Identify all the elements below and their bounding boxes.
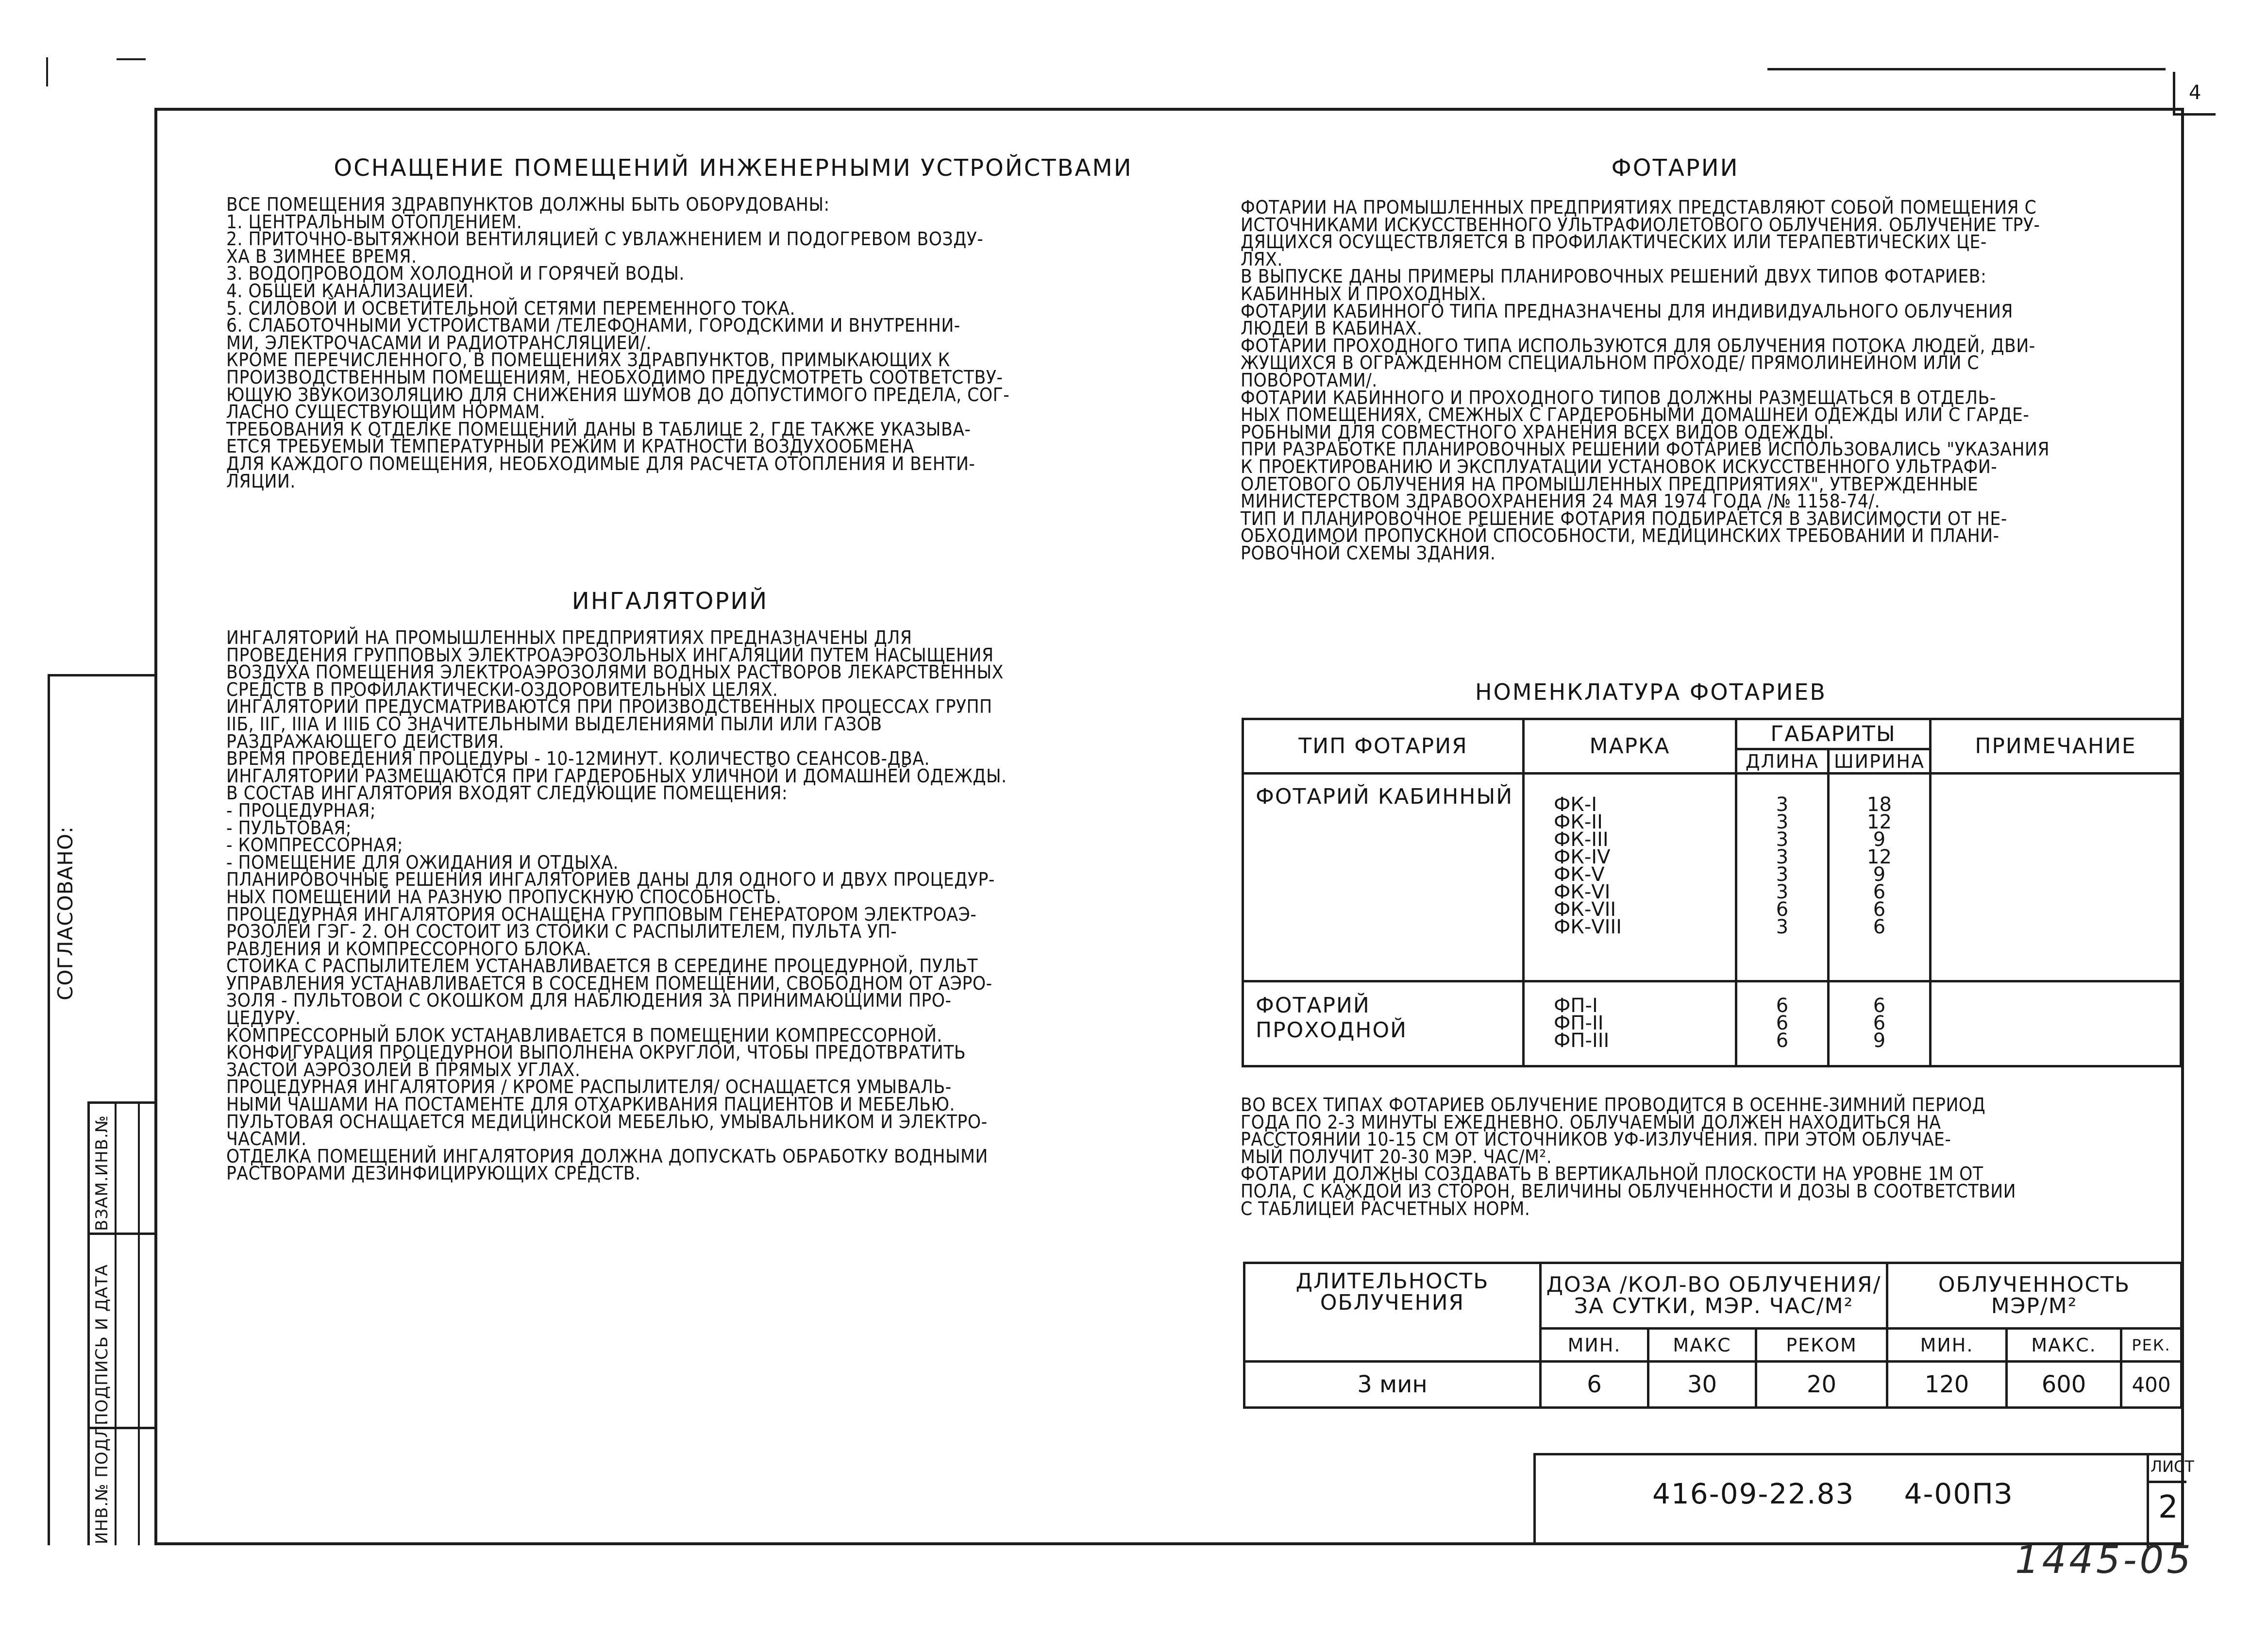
int-max-value: 600 bbox=[2041, 1371, 2086, 1398]
text-line: ПОЛА, С КАЖДОЙ ИЗ СТОРОН, ВЕЛИЧИНЫ ОБЛУЧЕННОСТИ И ДОЗЫ В СООТВЕТСТВИИ bbox=[1241, 1180, 2016, 1202]
text-line: В СОСТАВ ИНГАЛЯТОРИЯ ВХОДЯТ СЛЕДУЮЩИЕ ПОМЕЩЕНИЯ: bbox=[226, 782, 788, 805]
scan-mark bbox=[1767, 68, 2166, 70]
dose-rec-value: 20 bbox=[1806, 1371, 1837, 1398]
sheet-number: 2 bbox=[2158, 1489, 2178, 1525]
text-line: ЛЯЦИИ. bbox=[226, 470, 296, 492]
heading-inhalatory: ИНГАЛЯТОРИЙ bbox=[571, 588, 769, 615]
int-rec-value: 400 bbox=[2132, 1372, 2171, 1397]
heading-engineering: ОСНАЩЕНИЕ ПОМЕЩЕНИЙ ИНЖЕНЕРНЫМИ УСТРОЙСТВАМИ bbox=[334, 154, 1133, 182]
text-line: НЫМИ ЧАШАМИ НА ПОСТАМЕНТЕ ДЛЯ ОТХАРКИВАНИЯ ПАЦИЕНТОВ И МЕБЕЛЬЮ. bbox=[226, 1094, 955, 1116]
scan-mark bbox=[117, 58, 146, 60]
text-line: ОЛЕТОВОГО ОБЛУЧЕНИЯ НА ПРОМЫШЛЕННЫХ ПРЕДПРИЯТИЯХ", УТВЕРЖДЕННЫЕ bbox=[1241, 473, 1979, 495]
pass-lengths: 6 6 6 bbox=[1776, 995, 1789, 1052]
int-min-header: МИН. bbox=[1920, 1334, 1974, 1356]
dose-min-value: 6 bbox=[1587, 1371, 1602, 1398]
text-line: ЕТСЯ ТРЕБУЕМЫЙ ТЕМПЕРАТУРНЫЙ РЕЖИМ И КРАТНОСТИ ВОЗДУХООБМЕНА bbox=[226, 436, 914, 458]
text-line: РАВЛЕНИЯ И КОМПРЕССОРНОГО БЛОКА. bbox=[226, 938, 592, 960]
irradiation-text bbox=[1241, 1094, 2016, 1220]
document-code: 416-09-22.83 4-00ПЗ bbox=[1652, 1477, 2014, 1510]
archive-number: 1445-05 bbox=[2015, 1538, 2194, 1582]
text-line: КРОМЕ ПЕРЕЧИСЛЕННОГО, В ПОМЕЩЕНИЯХ ЗДРАВПУНКТОВ, ПРИМЫКАЮЩИХ К bbox=[226, 349, 950, 372]
text-line: ВРЕМЯ ПРОВЕДЕНИЯ ПРОЦЕДУРЫ - 10-12МИНУТ. КОЛИЧЕСТВО СЕАНСОВ-ДВА. bbox=[226, 748, 930, 770]
col-dims-header: ГАБАРИТЫ bbox=[1770, 722, 1896, 746]
text-line: ЛЯХ. bbox=[1241, 248, 1283, 270]
text-line: УПРАВЛЕНИЯ УСТАНАВЛИВАЕТСЯ В СОСЕДНЕМ ПОМЕЩЕНИИ, СВОБОДНОМ ОТ АЭРО- bbox=[226, 972, 992, 995]
text-line: - ПОМЕЩЕНИЕ ДЛЯ ОЖИДАНИЯ И ОТДЫХА. bbox=[226, 851, 619, 874]
text-line: РОЗОЛЕЙ ГЭГ- 2. ОН СОСТОИТ ИЗ СТОЙКИ С РАСПЫЛИТЕЛЕМ, ПУЛЬТА УП- bbox=[226, 921, 897, 943]
text-line: ИНГАЛЯТОРИИ РАЗМЕЩАЮТСЯ ПРИ ГАРДЕРОБНЫХ УЛИЧНОЙ И ДОМАШНЕЙ ОДЕЖДЫ. bbox=[226, 765, 1007, 787]
text-line: ХА В ЗИМНЕЕ ВРЕМЯ. bbox=[226, 245, 417, 268]
text-line: ЦЕДУРУ. bbox=[226, 1007, 301, 1030]
text-line: МИНИСТЕРСТВОМ ЗДРАВООХРАНЕНИЯ 24 МАЯ 1974 ГОДА /№ 1158-74/. bbox=[1241, 490, 1881, 513]
text-line: ФОТАРИИ КАБИННОГО ТИПА ПРЕДНАЗНАЧЕНЫ ДЛЯ ИНДИВИДУАЛЬНОГО ОБЛУЧЕНИЯ bbox=[1241, 300, 2013, 322]
int-rec-header: РЕК. bbox=[2132, 1335, 2171, 1354]
dose-max-value: 30 bbox=[1687, 1371, 1717, 1398]
text-line: В ВЫПУСКЕ ДАНЫ ПРИМЕРЫ ПЛАНИРОВОЧНЫХ РЕШЕНИЙ ДВУХ ТИПОВ ФОТАРИЕВ: bbox=[1241, 266, 1987, 288]
table-row bbox=[1243, 774, 2181, 981]
text-line: ИНГАЛЯТОРИЙ ПРЕДУСМАТРИВАЮТСЯ ПРИ ПРОИЗВОДСТВЕННЫХ ПРОЦЕССАХ ГРУПП bbox=[226, 696, 992, 718]
duration-header: ДЛИТЕЛЬНОСТЬ ОБЛУЧЕНИЯ bbox=[1295, 1269, 1489, 1315]
text-line: ФОТАРИИ НА ПРОМЫШЛЕННЫХ ПРЕДПРИЯТИЯХ ПРЕДСТАВЛЯЮТ СОБОЙ ПОМЕЩЕНИЯ С bbox=[1241, 197, 2037, 219]
dose-min-header: МИН. bbox=[1567, 1334, 1621, 1356]
text-line: 2. ПРИТОЧНО-ВЫТЯЖНОЙ ВЕНТИЛЯЦИЕЙ С УВЛАЖНЕНИЕМ И ПОДОГРЕВОМ ВОЗДУ- bbox=[226, 228, 984, 251]
norms-table bbox=[1243, 1262, 2183, 1409]
text-line: ПРОЦЕДУРНАЯ ИНГАЛЯТОРИЯ / КРОМЕ РАСПЫЛИТЕЛЯ/ ОСНАЩАЕТСЯ УМЫВАЛЬ- bbox=[226, 1076, 952, 1098]
text-line: ФОТАРИИ КАБИННОГО И ПРОХОДНОГО ТИПОВ ДОЛЖНЫ РАЗМЕЩАТЬСЯ В ОТДЕЛЬ- bbox=[1241, 387, 1996, 409]
col-type-header: ТИП ФОТАРИЯ bbox=[1298, 734, 1468, 759]
text-line: ЗОЛЯ - ПУЛЬТОВОЙ С ОКОШКОМ ДЛЯ НАБЛЮДЕНИЯ ЗА ПРИНИМАЮЩИМИ ПРО- bbox=[226, 990, 952, 1012]
scan-mark bbox=[46, 57, 48, 86]
text-line: ЮЩУЮ ЗВУКОИЗОЛЯЦИЮ ДЛЯ СНИЖЕНИЯ ШУМОВ ДО ДОПУСТИМОГО ПРЕДЕЛА, СОГ- bbox=[226, 384, 1010, 406]
int-min-value: 120 bbox=[1924, 1371, 1969, 1398]
text-line: РАЗДРАЖАЮЩЕГО ДЕЙСТВИЯ. bbox=[226, 730, 504, 753]
text-line: ВСЕ ПОМЕЩЕНИЯ ЗДРАВПУНКТОВ ДОЛЖНЫ БЫТЬ ОБОРУДОВАНЫ: bbox=[226, 194, 830, 216]
nomenclature-title: НОМЕНКЛАТУРА ФОТАРИЕВ bbox=[1475, 679, 1827, 705]
text-line: СРЕДСТВ В ПРОФИЛАКТИЧЕСКИ-ОЗДОРОВИТЕЛЬНЫХ ЦЕЛЯХ. bbox=[226, 678, 778, 701]
text-line: 5. СИЛОВОЙ И ОСВЕТИТЕЛЬНОЙ СЕТЯМИ ПЕРЕМЕННОГО ТОКА. bbox=[226, 297, 795, 320]
agreed-label: СОГЛАСОВАНО: bbox=[53, 826, 77, 1000]
pass-marks: ФП-I ФП-II ФП-III bbox=[1554, 995, 1610, 1052]
text-line: ИСТОЧНИКАМИ ИСКУССТВЕННОГО УЛЬТРАФИОЛЕТОВОГО ОБЛУЧЕНИЯ. ОБЛУЧЕНИЕ ТРУ- bbox=[1241, 214, 2040, 236]
text-line: МЫЙ ПОЛУЧИТ 20-30 МЭР. ЧАС/М². bbox=[1241, 1146, 1552, 1168]
sheet-label: ЛИСТ bbox=[2150, 1457, 2194, 1476]
nomenclature-table bbox=[1242, 718, 2182, 1067]
text-line: С ТАБЛИЦЕЙ РАСЧЕТНЫХ НОРМ. bbox=[1241, 1198, 1530, 1220]
text-line: ПЛАНИРОВОЧНЫЕ РЕШЕНИЯ ИНГАЛЯТОРИЕВ ДАНЫ ДЛЯ ОДНОГО И ДВУХ ПРОЦЕДУР- bbox=[226, 869, 995, 891]
text-line: ПУЛЬТОВАЯ ОСНАЩАЕТСЯ МЕДИЦИНСКОЙ МЕБЕЛЬЮ, УМЫВАЛЬНИКОМ И ЭЛЕКТРО- bbox=[226, 1111, 988, 1133]
pass-type: ФОТАРИЙ ПРОХОДНОЙ bbox=[1256, 993, 1408, 1043]
text-line: ДЛЯ КАЖДОГО ПОМЕЩЕНИЯ, НЕОБХОДИМЫЕ ДЛЯ РАСЧЕТА ОТОПЛЕНИЯ И ВЕНТИ- bbox=[226, 453, 975, 475]
text-line: НЫХ ПОМЕЩЕНИЙ НА РАЗНУЮ ПРОПУСКНУЮ СПОСОБНОСТЬ. bbox=[226, 886, 782, 908]
text-line: ОБХОДИМОЙ ПРОПУСКНОЙ СПОСОБНОСТИ, МЕДИЦИНСКИХ ТРЕБОВАНИЙ И ПЛАНИ- bbox=[1241, 525, 1999, 547]
text-line: ПРОВЕДЕНИЯ ГРУППОВЫХ ЭЛЕКТРОАЭРОЗОЛЬНЫХ ИНГАЛЯЦИЙ ПУТЕМ НАСЫЩЕНИЯ bbox=[226, 644, 994, 666]
text-line: ЛЮДЕЙ В КАБИНАХ. bbox=[1241, 318, 1423, 340]
col-note-header: ПРИМЕЧАНИЕ bbox=[1975, 734, 2136, 759]
table-row bbox=[1243, 981, 2181, 1066]
text-line: ЗАСТОЙ АЭРОЗОЛЕЙ В ПРЯМЫХ УГЛАХ. bbox=[226, 1059, 581, 1081]
text-line: ВО ВСЕХ ТИПАХ ФОТАРИЕВ ОБЛУЧЕНИЕ ПРОВОДИТСЯ В ОСЕННЕ-ЗИМНИЙ ПЕРИОД bbox=[1241, 1094, 1986, 1116]
text-line: IIБ, IIГ, IIIА И IIIБ СО ЗНАЧИТЕЛЬНЫМИ ВЫДЕЛЕНИЯМИ ПЫЛИ ИЛИ ГАЗОВ bbox=[226, 713, 882, 735]
inv-orig-label: ИНВ.№ ПОДЛ. bbox=[92, 1419, 112, 1544]
text-line: КОМПРЕССОРНЫЙ БЛОК УСТАНАВЛИВАЕТСЯ В ПОМЕЩЕНИИ КОМПРЕССОРНОЙ. bbox=[226, 1024, 942, 1047]
text-line: ЛАСНО СУЩЕСТВУЮЩИМ НОРМАМ. bbox=[226, 401, 546, 423]
inhalatory-text bbox=[226, 627, 1007, 1185]
text-line: 3. ВОДОПРОВОДОМ ХОЛОДНОЙ И ГОРЯЧЕЙ ВОДЫ. bbox=[226, 263, 685, 285]
text-line: НЫХ ПОМЕЩЕНИЯХ, СМЕЖНЫХ С ГАРДЕРОБНЫМИ ДОМАШНЕЙ ОДЕЖДЫ ИЛИ С ГАРДЕ- bbox=[1241, 404, 2030, 426]
text-line: ГОДА ПО 2-3 МИНУТЫ ЕЖЕДНЕВНО. ОБЛУЧАЕМЫЙ ДОЛЖЕН НАХОДИТЬСЯ НА bbox=[1241, 1111, 1941, 1133]
intensity-header: ОБЛУЧЕННОСТЬ МЭР/М² bbox=[1938, 1272, 2131, 1318]
text-line: 6. СЛАБОТОЧНЫМИ УСТРОЙСТВАМИ /ТЕЛЕФОНАМИ, ГОРОДСКИМИ И ВНУТРЕННИ- bbox=[226, 315, 960, 337]
int-max-header: МАКС. bbox=[2031, 1334, 2097, 1356]
replaced-inv-label: ВЗАМ.ИНВ.№ bbox=[92, 1115, 112, 1231]
text-line: ТИП И ПЛАНИРОВОЧНОЕ РЕШЕНИЕ ФОТАРИЯ ПОДБИРАЕТСЯ В ЗАВИСИМОСТИ ОТ НЕ- bbox=[1241, 507, 2007, 530]
pass-widths: 6 6 9 bbox=[1873, 995, 1886, 1052]
col-mark-header: МАРКА bbox=[1589, 734, 1670, 759]
text-line: ЖУЩИХСЯ В ОГРАЖДЕННОМ СПЕЦИАЛЬНОМ ПРОХОДЕ/ ПРЯМОЛИНЕЙНОМ ИЛИ С bbox=[1241, 352, 1980, 374]
text-line: ПРИ РАЗРАБОТКЕ ПЛАНИРОВОЧНЫХ РЕШЕНИЙ ФОТАРИЕВ ИСПОЛЬЗОВАЛИСЬ "УКАЗАНИЯ bbox=[1241, 439, 2050, 461]
cabin-lengths: 3 3 3 3 3 3 6 3 bbox=[1776, 794, 1789, 938]
text-line: ВОЗДУХА ПОМЕЩЕНИЯ ЭЛЕКТРОАЭРОЗОЛЯМИ ВОДНЫХ РАСТВОРОВ ЛЕКАРСТВЕННЫХ bbox=[226, 661, 1004, 684]
cabin-widths: 18 12 9 12 9 6 6 6 bbox=[1867, 794, 1892, 938]
engineering-text bbox=[226, 196, 1009, 490]
text-line: 4. ОБЩЕЙ КАНАЛИЗАЦИЕЙ. bbox=[226, 280, 474, 302]
text-line: ПОВОРОТАМИ/. bbox=[1241, 369, 1378, 391]
text-line: МИ, ЭЛЕКТРОЧАСАМИ И РАДИОТРАНСЛЯЦИЕЙ/. bbox=[226, 332, 652, 354]
text-line: ИНГАЛЯТОРИЙ НА ПРОМЫШЛЕННЫХ ПРЕДПРИЯТИЯХ ПРЕДНАЗНАЧЕНЫ ДЛЯ bbox=[226, 627, 912, 649]
photaria-text bbox=[1241, 199, 2050, 562]
duration-value: 3 мин bbox=[1357, 1371, 1428, 1398]
col-length-header: ДЛИНА bbox=[1745, 750, 1819, 772]
text-line: КАБИННЫХ И ПРОХОДНЫХ. bbox=[1241, 283, 1487, 305]
sign-date-label: ПОДПИСЬ И ДАТА bbox=[92, 1264, 112, 1425]
corner-page-box bbox=[2173, 72, 2216, 116]
title-block bbox=[1533, 1453, 2194, 1545]
dose-header: ДОЗА /КОЛ-ВО ОБЛУЧЕНИЯ/ ЗА СУТКИ, МЭР. ЧАС/М² bbox=[1546, 1272, 1882, 1318]
text-line: КОНФИГУРАЦИЯ ПРОЦЕДУРНОЙ ВЫПОЛНЕНА ОКРУГЛОЙ, ЧТОБЫ ПРЕДОТВРАТИТЬ bbox=[226, 1042, 966, 1064]
table-row bbox=[1244, 1362, 2182, 1408]
text-line: СТОЙКА С РАСПЫЛИТЕЛЕМ УСТАНАВЛИВАЕТСЯ В СЕРЕДИНЕ ПРОЦЕДУРНОЙ, ПУЛЬТ bbox=[226, 955, 978, 978]
text-line: 1. ЦЕНТРАЛЬНЫМ ОТОПЛЕНИЕМ. bbox=[226, 211, 522, 233]
text-line: К ПРОЕКТИРОВАНИЮ И ЭКСПЛУАТАЦИИ УСТАНОВОК ИСКУССТВЕННОГО УЛЬТРАФИ- bbox=[1241, 456, 1998, 478]
text-line: ДЯЩИХСЯ ОСУЩЕСТВЛЯЕТСЯ В ПРОФИЛАКТИЧЕСКИХ ИЛИ ТЕРАПЕВТИЧЕСКИХ ЦЕ- bbox=[1241, 231, 1987, 253]
dose-rec-header: РЕКОМ bbox=[1786, 1334, 1857, 1356]
text-line: - ПРОЦЕДУРНАЯ; bbox=[226, 799, 376, 822]
cabin-marks: ФК-I ФК-II ФК-III ФК-IV ФК-V ФК-VI ФК-VII ФК-VIII bbox=[1554, 794, 1622, 938]
dose-max-header: МАКС bbox=[1673, 1334, 1731, 1356]
text-line: - КОМПРЕССОРНАЯ; bbox=[226, 834, 403, 857]
heading-photaria: ФОТАРИИ bbox=[1611, 154, 1739, 182]
corner-page-number: 4 bbox=[2189, 82, 2201, 104]
text-line: ПРОИЗВОДСТВЕННЫМ ПОМЕЩЕНИЯМ, НЕОБХОДИМО ПРЕДУСМОТРЕТЬ СООТВЕТСТВУ- bbox=[226, 366, 1003, 388]
text-line: РОВОЧНОЙ СХЕМЫ ЗДАНИЯ. bbox=[1241, 542, 1496, 564]
text-line: ТРЕБОВАНИЯ К ОТДЕЛКЕ ПОМЕЩЕНИЙ ДАНЫ В ТАБЛИЦЕ 2, ГДЕ ТАКЖЕ УКАЗЫВА- bbox=[226, 418, 971, 440]
text-line: РАССТОЯНИИ 10-15 СМ ОТ ИСТОЧНИКОВ УФ-ИЗЛУЧЕНИЯ. ПРИ ЭТОМ ОБЛУЧАЕ- bbox=[1241, 1129, 1951, 1151]
text-line: ПРОЦЕДУРНАЯ ИНГАЛЯТОРИЯ ОСНАЩЕНА ГРУППОВЫМ ГЕНЕРАТОРОМ ЭЛЕКТРОАЭ- bbox=[226, 903, 977, 926]
col-width-header: ШИРИНА bbox=[1834, 750, 1925, 772]
cabin-type: ФОТАРИЙ КАБИННЫЙ bbox=[1256, 784, 1513, 809]
text-line: ОТДЕЛКА ПОМЕЩЕНИЙ ИНГАЛЯТОРИЯ ДОЛЖНА ДОПУСКАТЬ ОБРАБОТКУ ВОДНЫМИ bbox=[226, 1145, 988, 1167]
text-line: РАСТВОРАМИ ДЕЗИНФИЦИРУЮЩИХ СРЕДСТВ. bbox=[226, 1163, 641, 1185]
text-line: ФОТАРИИ ДОЛЖНЫ СОЗДАВАТЬ В ВЕРТИКАЛЬНОЙ ПЛОСКОСТИ НА УРОВНЕ 1М ОТ bbox=[1241, 1163, 1983, 1185]
text-line: РОБНЫМИ ДЛЯ СОВМЕСТНОГО ХРАНЕНИЯ ВСЕХ ВИДОВ ОДЕЖДЫ. bbox=[1241, 421, 1834, 443]
text-line: ЧАСАМИ. bbox=[226, 1128, 307, 1150]
text-line: ФОТАРИИ ПРОХОДНОГО ТИПА ИСПОЛЬЗУЮТСЯ ДЛЯ ОБЛУЧЕНИЯ ПОТОКА ЛЮДЕЙ, ДВИ- bbox=[1241, 335, 2035, 357]
text-line: - ПУЛЬТОВАЯ; bbox=[226, 817, 352, 839]
